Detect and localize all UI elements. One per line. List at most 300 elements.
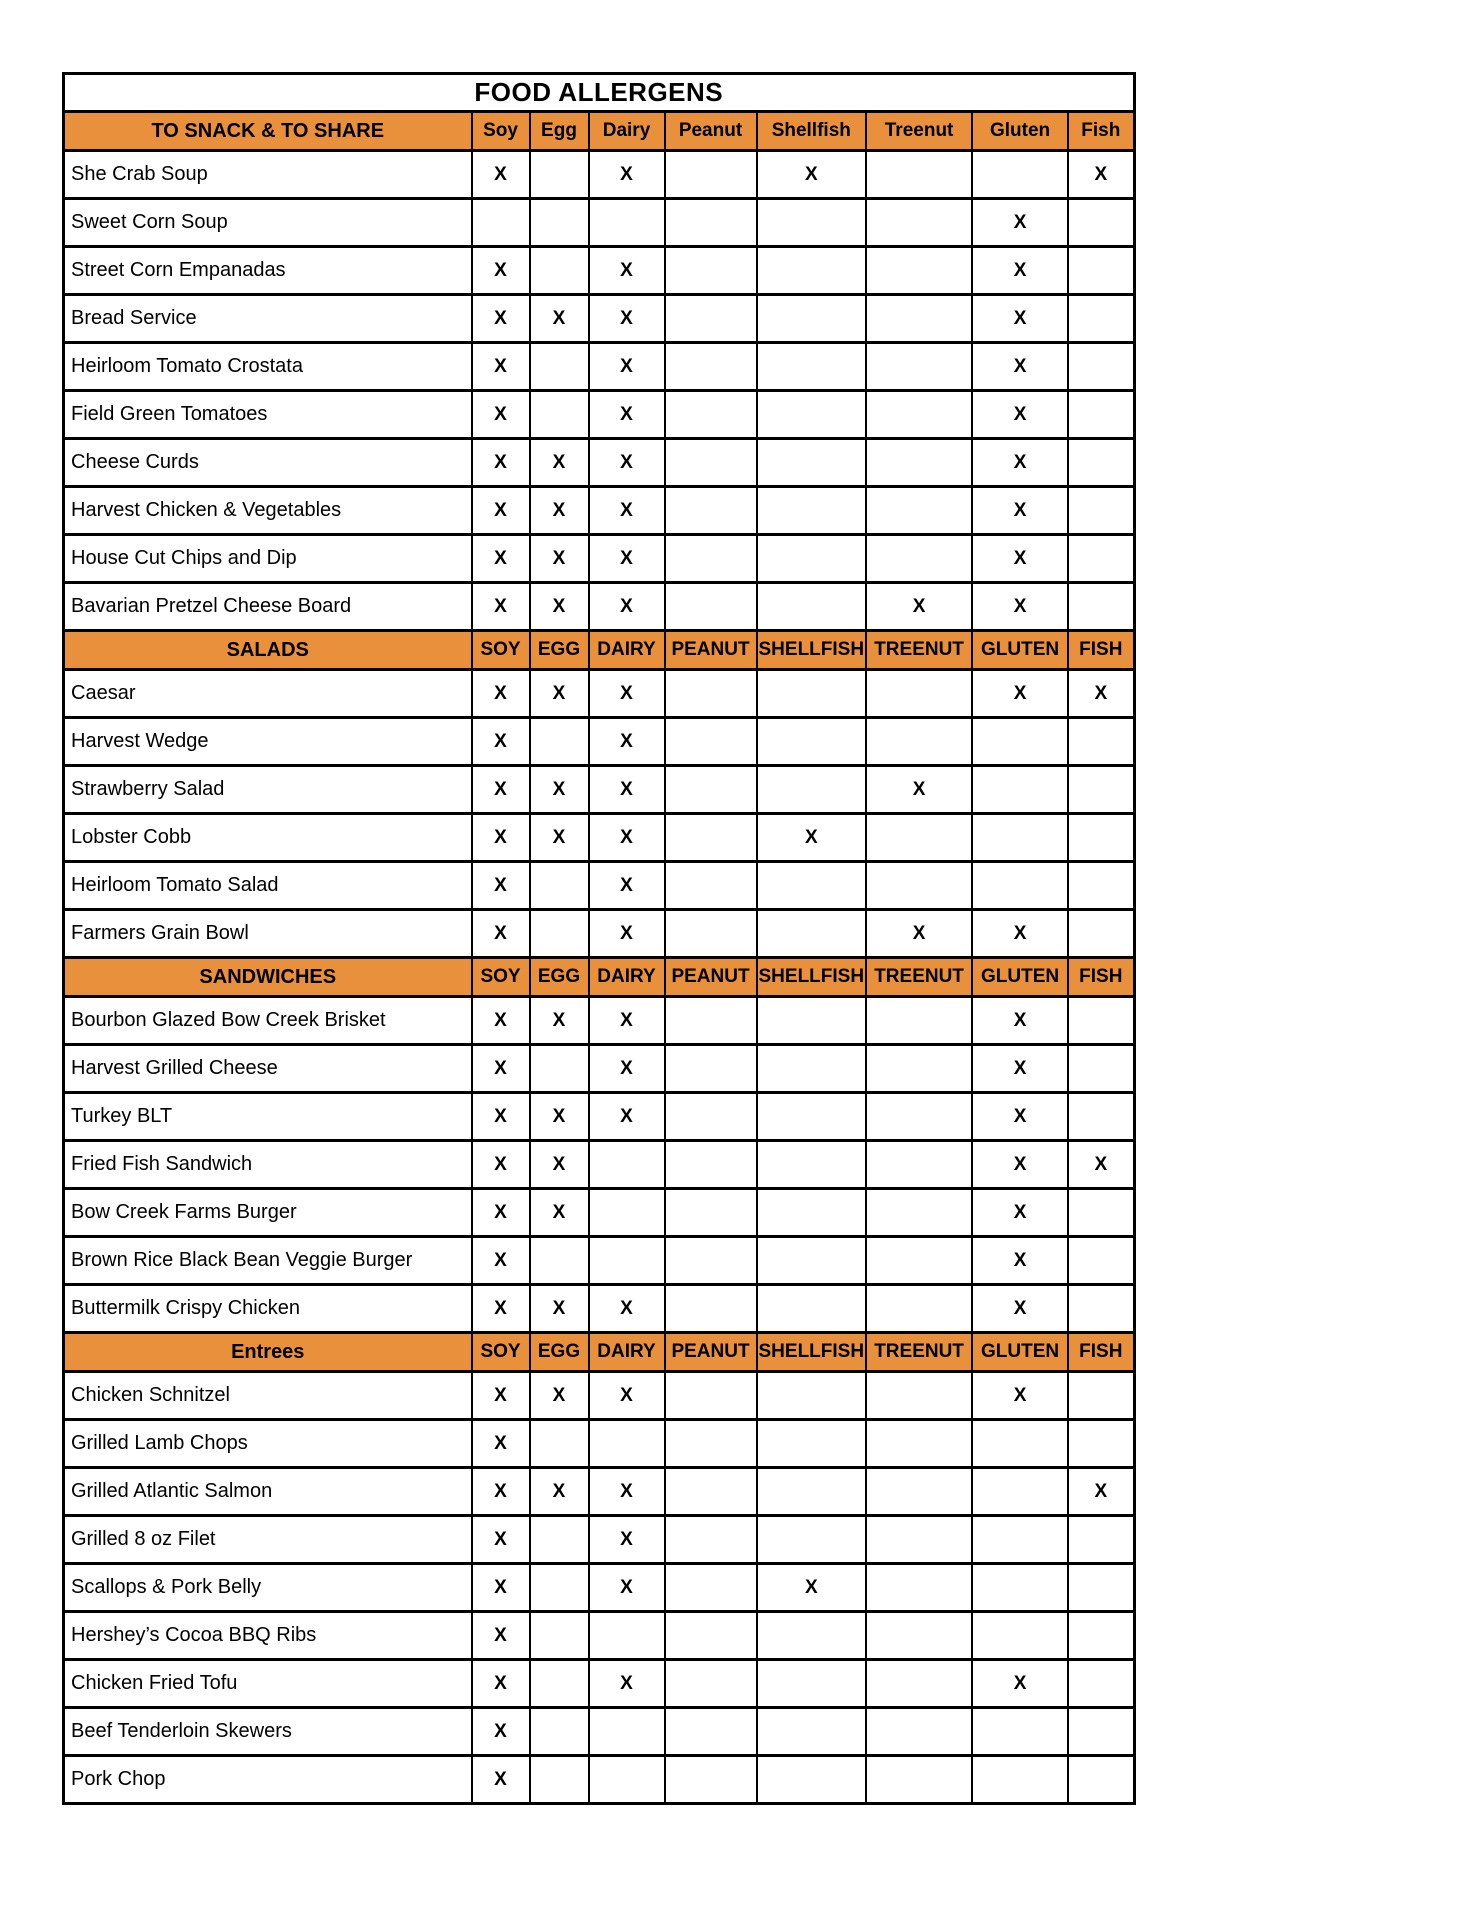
allergen-mark-cell-gluten — [972, 862, 1068, 910]
section-header-row-sandwiches — [64, 958, 1135, 997]
allergen-mark-cell-peanut — [665, 1468, 757, 1516]
allergen-mark-cell-gluten: X — [972, 439, 1068, 487]
column-header-treenut: TREENUT — [866, 958, 972, 997]
item-name-cell: Beef Tenderloin Skewers — [64, 1708, 472, 1756]
item-row-harvest-wedge — [64, 718, 1135, 766]
allergen-mark-cell-peanut — [665, 766, 757, 814]
allergen-mark-cell-fish — [1068, 1660, 1134, 1708]
item-name-cell: Field Green Tomatoes — [64, 391, 472, 439]
item-name-cell: Lobster Cobb — [64, 814, 472, 862]
allergen-mark-cell-egg — [530, 151, 589, 199]
item-name-cell: Strawberry Salad — [64, 766, 472, 814]
allergen-mark-cell-dairy: X — [589, 862, 665, 910]
allergen-mark-cell-dairy: X — [589, 1372, 665, 1420]
column-header-gluten: GLUTEN — [972, 1333, 1068, 1372]
column-header-egg: EGG — [530, 1333, 589, 1372]
item-name-cell: Cheese Curds — [64, 439, 472, 487]
column-header-dairy: DAIRY — [589, 958, 665, 997]
allergen-mark-cell-soy: X — [472, 718, 530, 766]
column-header-soy: SOY — [472, 631, 530, 670]
allergen-mark-cell-dairy: X — [589, 247, 665, 295]
allergen-mark-cell-dairy — [589, 1189, 665, 1237]
allergen-mark-cell-egg — [530, 199, 589, 247]
section-header-sandwiches: SANDWICHES — [64, 958, 472, 997]
allergen-mark-cell-gluten: X — [972, 910, 1068, 958]
allergen-mark-cell-treenut — [866, 997, 972, 1045]
allergen-mark-cell-gluten: X — [972, 583, 1068, 631]
allergen-mark-cell-treenut — [866, 670, 972, 718]
allergen-mark-cell-shellfish — [757, 1045, 867, 1093]
allergen-mark-cell-fish — [1068, 1756, 1134, 1804]
allergen-mark-cell-soy: X — [472, 1285, 530, 1333]
item-row-grilled-lamb-chops — [64, 1420, 1135, 1468]
allergen-mark-cell-fish — [1068, 1285, 1134, 1333]
section-header-row-to-snack-to-share — [64, 112, 1135, 151]
allergen-mark-cell-fish — [1068, 1045, 1134, 1093]
allergen-mark-cell-dairy: X — [589, 997, 665, 1045]
column-header-soy: Soy — [472, 112, 530, 151]
allergen-mark-cell-shellfish — [757, 1189, 867, 1237]
allergen-mark-cell-soy: X — [472, 1708, 530, 1756]
item-row-strawberry-salad — [64, 766, 1135, 814]
allergen-mark-cell-gluten: X — [972, 535, 1068, 583]
item-name-cell: Hershey’s Cocoa BBQ Ribs — [64, 1612, 472, 1660]
allergen-mark-cell-shellfish — [757, 1237, 867, 1285]
allergen-mark-cell-shellfish — [757, 535, 867, 583]
allergen-mark-cell-egg: X — [530, 487, 589, 535]
allergen-mark-cell-treenut — [866, 718, 972, 766]
allergen-mark-cell-dairy — [589, 1237, 665, 1285]
allergen-mark-cell-dairy: X — [589, 583, 665, 631]
column-header-gluten: GLUTEN — [972, 631, 1068, 670]
column-header-peanut: PEANUT — [665, 958, 757, 997]
item-row-pork-chop — [64, 1756, 1135, 1804]
allergen-mark-cell-shellfish — [757, 1612, 867, 1660]
allergen-mark-cell-fish — [1068, 814, 1134, 862]
item-name-cell: Grilled Lamb Chops — [64, 1420, 472, 1468]
allergen-mark-cell-fish — [1068, 1420, 1134, 1468]
allergen-mark-cell-fish — [1068, 535, 1134, 583]
item-name-cell: She Crab Soup — [64, 151, 472, 199]
allergen-mark-cell-soy: X — [472, 1468, 530, 1516]
allergen-mark-cell-dairy: X — [589, 439, 665, 487]
allergen-mark-cell-treenut — [866, 1564, 972, 1612]
allergen-mark-cell-peanut — [665, 343, 757, 391]
allergen-mark-cell-dairy: X — [589, 391, 665, 439]
allergen-mark-cell-egg — [530, 391, 589, 439]
allergen-mark-cell-treenut — [866, 535, 972, 583]
allergen-mark-cell-dairy — [589, 199, 665, 247]
allergen-mark-cell-dairy: X — [589, 766, 665, 814]
allergen-mark-cell-shellfish — [757, 1660, 867, 1708]
allergen-mark-cell-soy: X — [472, 151, 530, 199]
allergen-mark-cell-dairy — [589, 1756, 665, 1804]
item-name-cell: Street Corn Empanadas — [64, 247, 472, 295]
allergen-mark-cell-dairy: X — [589, 1660, 665, 1708]
column-header-treenut: Treenut — [866, 112, 972, 151]
allergen-mark-cell-shellfish — [757, 391, 867, 439]
allergen-mark-cell-treenut — [866, 1045, 972, 1093]
allergen-mark-cell-shellfish — [757, 487, 867, 535]
allergen-mark-cell-peanut — [665, 670, 757, 718]
allergen-mark-cell-egg — [530, 910, 589, 958]
column-header-peanut: PEANUT — [665, 1333, 757, 1372]
item-row-bread-service — [64, 295, 1135, 343]
column-header-egg: EGG — [530, 958, 589, 997]
item-name-cell: Pork Chop — [64, 1756, 472, 1804]
allergen-mark-cell-peanut — [665, 1093, 757, 1141]
item-name-cell: Sweet Corn Soup — [64, 199, 472, 247]
allergen-mark-cell-egg — [530, 1756, 589, 1804]
allergen-mark-cell-soy: X — [472, 535, 530, 583]
item-row-sweet-corn-soup — [64, 199, 1135, 247]
item-name-cell: Bourbon Glazed Bow Creek Brisket — [64, 997, 472, 1045]
item-name-cell: Turkey BLT — [64, 1093, 472, 1141]
allergen-mark-cell-peanut — [665, 718, 757, 766]
allergen-mark-cell-soy: X — [472, 1564, 530, 1612]
column-header-gluten: GLUTEN — [972, 958, 1068, 997]
allergen-mark-cell-treenut — [866, 247, 972, 295]
allergen-mark-cell-egg: X — [530, 439, 589, 487]
allergen-mark-cell-dairy: X — [589, 814, 665, 862]
allergen-mark-cell-soy: X — [472, 862, 530, 910]
allergen-mark-cell-peanut — [665, 487, 757, 535]
column-header-soy: SOY — [472, 958, 530, 997]
allergen-mark-cell-egg: X — [530, 1285, 589, 1333]
allergen-mark-cell-fish — [1068, 1093, 1134, 1141]
allergen-mark-cell-soy: X — [472, 1516, 530, 1564]
column-header-peanut: Peanut — [665, 112, 757, 151]
allergen-mark-cell-fish — [1068, 1612, 1134, 1660]
item-row-turkey-blt — [64, 1093, 1135, 1141]
allergen-mark-cell-shellfish: X — [757, 814, 867, 862]
allergen-mark-cell-soy: X — [472, 1372, 530, 1420]
allergen-mark-cell-gluten — [972, 1708, 1068, 1756]
allergen-mark-cell-gluten: X — [972, 997, 1068, 1045]
allergen-mark-cell-egg — [530, 343, 589, 391]
item-row-bavarian-pretzel-cheese-board — [64, 583, 1135, 631]
allergen-mark-cell-dairy: X — [589, 487, 665, 535]
section-header-row-salads — [64, 631, 1135, 670]
item-row-lobster-cobb — [64, 814, 1135, 862]
allergen-mark-cell-treenut — [866, 1420, 972, 1468]
allergen-mark-cell-soy: X — [472, 439, 530, 487]
allergen-mark-cell-treenut — [866, 295, 972, 343]
allergen-mark-cell-egg: X — [530, 535, 589, 583]
column-header-egg: Egg — [530, 112, 589, 151]
column-header-peanut: PEANUT — [665, 631, 757, 670]
column-header-shellfish: SHELLFISH — [757, 1333, 867, 1372]
item-name-cell: Grilled Atlantic Salmon — [64, 1468, 472, 1516]
allergen-mark-cell-fish — [1068, 862, 1134, 910]
item-row-fried-fish-sandwich — [64, 1141, 1135, 1189]
column-header-dairy: DAIRY — [589, 1333, 665, 1372]
allergen-mark-cell-dairy: X — [589, 1093, 665, 1141]
allergen-mark-cell-dairy — [589, 1708, 665, 1756]
allergen-mark-cell-treenut — [866, 487, 972, 535]
allergen-mark-cell-gluten: X — [972, 487, 1068, 535]
allergen-mark-cell-soy: X — [472, 1045, 530, 1093]
allergen-mark-cell-gluten — [972, 1468, 1068, 1516]
item-name-cell: Heirloom Tomato Crostata — [64, 343, 472, 391]
allergen-mark-cell-soy: X — [472, 670, 530, 718]
allergen-mark-cell-shellfish — [757, 1285, 867, 1333]
allergen-mark-cell-peanut — [665, 1189, 757, 1237]
item-row-harvest-grilled-cheese — [64, 1045, 1135, 1093]
item-name-cell: Chicken Fried Tofu — [64, 1660, 472, 1708]
item-name-cell: Bow Creek Farms Burger — [64, 1189, 472, 1237]
allergen-mark-cell-treenut — [866, 814, 972, 862]
section-header-entrees: Entrees — [64, 1333, 472, 1372]
allergen-mark-cell-peanut — [665, 1756, 757, 1804]
allergen-mark-cell-gluten — [972, 1516, 1068, 1564]
allergen-mark-cell-treenut — [866, 1093, 972, 1141]
allergen-mark-cell-shellfish — [757, 1093, 867, 1141]
item-name-cell: Grilled 8 oz Filet — [64, 1516, 472, 1564]
allergen-mark-cell-shellfish: X — [757, 151, 867, 199]
allergen-mark-cell-egg: X — [530, 1093, 589, 1141]
allergen-mark-cell-peanut — [665, 1237, 757, 1285]
allergen-mark-cell-gluten: X — [972, 295, 1068, 343]
allergen-mark-cell-fish: X — [1068, 670, 1134, 718]
allergen-mark-cell-gluten — [972, 766, 1068, 814]
allergen-mark-cell-dairy: X — [589, 1468, 665, 1516]
column-header-gluten: Gluten — [972, 112, 1068, 151]
allergen-mark-cell-shellfish — [757, 1372, 867, 1420]
allergen-mark-cell-gluten — [972, 1612, 1068, 1660]
allergen-mark-cell-fish — [1068, 1189, 1134, 1237]
allergen-mark-cell-gluten: X — [972, 1093, 1068, 1141]
allergen-mark-cell-shellfish — [757, 670, 867, 718]
allergen-mark-cell-fish — [1068, 1564, 1134, 1612]
allergen-mark-cell-gluten: X — [972, 247, 1068, 295]
allergen-mark-cell-fish: X — [1068, 151, 1134, 199]
allergen-mark-cell-peanut — [665, 862, 757, 910]
allergen-mark-cell-gluten — [972, 151, 1068, 199]
allergen-mark-cell-peanut — [665, 1141, 757, 1189]
allergen-mark-cell-soy: X — [472, 814, 530, 862]
allergen-mark-cell-peanut — [665, 1285, 757, 1333]
allergen-mark-cell-shellfish — [757, 1708, 867, 1756]
allergen-mark-cell-soy: X — [472, 1660, 530, 1708]
allergen-mark-cell-gluten — [972, 1420, 1068, 1468]
item-name-cell: House Cut Chips and Dip — [64, 535, 472, 583]
section-header-to-snack-to-share: TO SNACK & TO SHARE — [64, 112, 472, 151]
allergen-mark-cell-treenut — [866, 439, 972, 487]
allergen-mark-cell-soy: X — [472, 247, 530, 295]
item-name-cell: Buttermilk Crispy Chicken — [64, 1285, 472, 1333]
allergen-mark-cell-peanut — [665, 1660, 757, 1708]
allergen-mark-cell-shellfish — [757, 199, 867, 247]
allergen-mark-cell-egg: X — [530, 670, 589, 718]
allergen-mark-cell-gluten: X — [972, 1660, 1068, 1708]
column-header-dairy: Dairy — [589, 112, 665, 151]
allergen-mark-cell-soy: X — [472, 1189, 530, 1237]
allergen-mark-cell-egg — [530, 862, 589, 910]
allergen-mark-cell-peanut — [665, 583, 757, 631]
item-row-field-green-tomatoes — [64, 391, 1135, 439]
allergen-mark-cell-shellfish — [757, 583, 867, 631]
allergen-mark-cell-dairy: X — [589, 1045, 665, 1093]
allergen-mark-cell-peanut — [665, 1372, 757, 1420]
allergen-mark-cell-dairy: X — [589, 295, 665, 343]
allergen-mark-cell-soy — [472, 199, 530, 247]
item-row-she-crab-soup — [64, 151, 1135, 199]
allergen-mark-cell-egg: X — [530, 1468, 589, 1516]
item-name-cell: Brown Rice Black Bean Veggie Burger — [64, 1237, 472, 1285]
allergen-mark-cell-egg: X — [530, 1372, 589, 1420]
column-header-shellfish: SHELLFISH — [757, 631, 867, 670]
item-row-harvest-chicken-vegetables — [64, 487, 1135, 535]
allergen-mark-cell-egg — [530, 247, 589, 295]
allergen-mark-cell-dairy: X — [589, 910, 665, 958]
allergen-mark-cell-shellfish — [757, 910, 867, 958]
allergen-mark-cell-peanut — [665, 295, 757, 343]
allergen-mark-cell-treenut — [866, 391, 972, 439]
item-name-cell: Chicken Schnitzel — [64, 1372, 472, 1420]
allergen-mark-cell-soy: X — [472, 1756, 530, 1804]
item-row-cheese-curds — [64, 439, 1135, 487]
allergen-mark-cell-fish — [1068, 391, 1134, 439]
item-row-caesar — [64, 670, 1135, 718]
allergen-mark-cell-gluten — [972, 1756, 1068, 1804]
allergen-mark-cell-gluten — [972, 718, 1068, 766]
allergen-mark-cell-gluten: X — [972, 343, 1068, 391]
allergen-mark-cell-egg — [530, 1045, 589, 1093]
allergen-mark-cell-soy: X — [472, 910, 530, 958]
allergen-mark-cell-shellfish — [757, 439, 867, 487]
allergen-mark-cell-peanut — [665, 151, 757, 199]
allergen-mark-cell-egg: X — [530, 997, 589, 1045]
column-header-dairy: DAIRY — [589, 631, 665, 670]
column-header-shellfish: Shellfish — [757, 112, 867, 151]
allergen-mark-cell-treenut — [866, 151, 972, 199]
allergen-mark-cell-egg — [530, 1660, 589, 1708]
item-row-buttermilk-crispy-chicken — [64, 1285, 1135, 1333]
column-header-fish: Fish — [1068, 112, 1134, 151]
allergen-mark-cell-gluten: X — [972, 1045, 1068, 1093]
allergen-mark-cell-treenut — [866, 1189, 972, 1237]
allergen-mark-cell-treenut — [866, 199, 972, 247]
allergen-mark-cell-egg — [530, 1612, 589, 1660]
food-allergens-table — [62, 72, 1136, 1805]
allergen-mark-cell-egg — [530, 1420, 589, 1468]
allergen-mark-cell-fish — [1068, 766, 1134, 814]
allergen-mark-cell-dairy: X — [589, 1285, 665, 1333]
allergen-mark-cell-gluten: X — [972, 391, 1068, 439]
allergen-mark-cell-fish — [1068, 295, 1134, 343]
allergen-mark-cell-treenut — [866, 1660, 972, 1708]
allergen-mark-cell-egg: X — [530, 814, 589, 862]
allergen-mark-cell-fish — [1068, 1708, 1134, 1756]
allergen-mark-cell-treenut — [866, 1756, 972, 1804]
allergen-mark-cell-egg: X — [530, 583, 589, 631]
item-row-chicken-fried-tofu — [64, 1660, 1135, 1708]
column-header-treenut: TREENUT — [866, 1333, 972, 1372]
allergen-mark-cell-fish — [1068, 1237, 1134, 1285]
item-row-scallops-pork-belly — [64, 1564, 1135, 1612]
allergen-mark-cell-dairy: X — [589, 343, 665, 391]
allergen-mark-cell-shellfish — [757, 1468, 867, 1516]
column-header-treenut: TREENUT — [866, 631, 972, 670]
allergen-mark-cell-treenut — [866, 1237, 972, 1285]
allergen-mark-cell-soy: X — [472, 343, 530, 391]
allergen-mark-cell-peanut — [665, 814, 757, 862]
allergen-mark-cell-egg: X — [530, 295, 589, 343]
allergen-mark-cell-soy: X — [472, 391, 530, 439]
item-row-grilled-atlantic-salmon — [64, 1468, 1135, 1516]
item-row-grilled-8-oz-filet — [64, 1516, 1135, 1564]
allergen-mark-cell-soy: X — [472, 1141, 530, 1189]
allergen-mark-cell-treenut — [866, 1516, 972, 1564]
allergen-mark-cell-dairy: X — [589, 1516, 665, 1564]
item-row-beef-tenderloin-skewers — [64, 1708, 1135, 1756]
item-row-street-corn-empanadas — [64, 247, 1135, 295]
item-name-cell: Bread Service — [64, 295, 472, 343]
column-header-egg: EGG — [530, 631, 589, 670]
allergen-mark-cell-soy: X — [472, 583, 530, 631]
allergen-mark-cell-fish — [1068, 439, 1134, 487]
allergen-mark-cell-shellfish — [757, 1516, 867, 1564]
allergen-mark-cell-fish: X — [1068, 1141, 1134, 1189]
allergen-mark-cell-shellfish: X — [757, 1564, 867, 1612]
item-row-farmers-grain-bowl — [64, 910, 1135, 958]
allergen-mark-cell-fish — [1068, 1516, 1134, 1564]
allergen-mark-cell-shellfish — [757, 343, 867, 391]
allergen-mark-cell-shellfish — [757, 1420, 867, 1468]
allergen-mark-cell-shellfish — [757, 766, 867, 814]
allergen-mark-cell-fish — [1068, 343, 1134, 391]
item-name-cell: Farmers Grain Bowl — [64, 910, 472, 958]
allergen-mark-cell-gluten: X — [972, 1141, 1068, 1189]
item-row-bow-creek-farms-burger — [64, 1189, 1135, 1237]
allergen-mark-cell-peanut — [665, 1516, 757, 1564]
allergen-mark-cell-peanut — [665, 997, 757, 1045]
allergen-mark-cell-shellfish — [757, 1141, 867, 1189]
allergen-mark-cell-gluten — [972, 814, 1068, 862]
allergen-mark-cell-soy: X — [472, 1612, 530, 1660]
allergen-mark-cell-treenut — [866, 1372, 972, 1420]
section-header-row-entrees — [64, 1333, 1135, 1372]
allergen-mark-cell-soy: X — [472, 487, 530, 535]
item-name-cell: Heirloom Tomato Salad — [64, 862, 472, 910]
allergen-mark-cell-peanut — [665, 1045, 757, 1093]
allergen-mark-cell-peanut — [665, 1420, 757, 1468]
allergen-mark-cell-gluten: X — [972, 1237, 1068, 1285]
allergen-mark-cell-dairy: X — [589, 718, 665, 766]
allergen-mark-cell-treenut — [866, 862, 972, 910]
allergen-mark-cell-treenut: X — [866, 583, 972, 631]
allergen-mark-cell-fish — [1068, 247, 1134, 295]
allergen-mark-cell-egg — [530, 1237, 589, 1285]
allergen-mark-cell-treenut — [866, 1612, 972, 1660]
section-header-salads: SALADS — [64, 631, 472, 670]
title-row — [64, 74, 1135, 112]
item-row-bourbon-glazed-bow-creek-brisket — [64, 997, 1135, 1045]
allergen-mark-cell-treenut: X — [866, 910, 972, 958]
allergen-mark-cell-soy: X — [472, 295, 530, 343]
allergen-mark-cell-fish: X — [1068, 1468, 1134, 1516]
allergen-mark-cell-peanut — [665, 439, 757, 487]
allergen-mark-cell-soy: X — [472, 1093, 530, 1141]
allergen-mark-cell-shellfish — [757, 1756, 867, 1804]
allergen-mark-cell-dairy: X — [589, 535, 665, 583]
allergen-mark-cell-fish — [1068, 1372, 1134, 1420]
allergen-mark-cell-peanut — [665, 1564, 757, 1612]
allergen-mark-cell-dairy: X — [589, 670, 665, 718]
allergen-mark-cell-egg: X — [530, 1189, 589, 1237]
allergen-mark-cell-treenut — [866, 1285, 972, 1333]
